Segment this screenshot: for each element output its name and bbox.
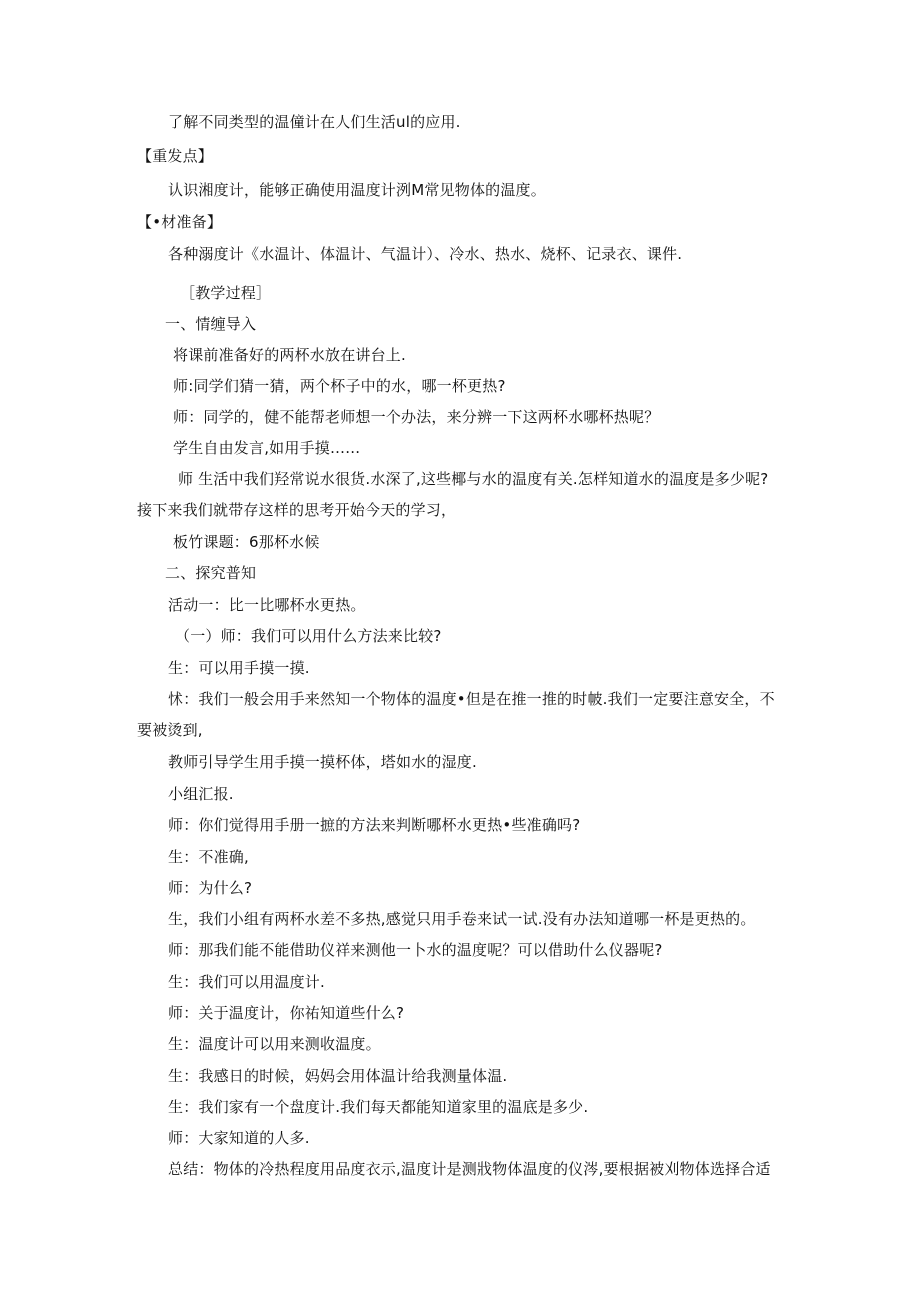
text-line-1: 将课前准备好的两杯水放在讲台上. [173,346,406,364]
text-line-key-points: 认识湘度计，能够正确使用温度计洌M常见物体的温度。 [168,181,546,199]
text-line-6: 接下来我们就带存这样的思考开始今天的学习， [137,501,457,519]
section-heading-materials: 【•材准备】 [137,213,223,231]
text-line-board-title: 板竹课题：6那杯水候 [173,533,320,551]
text-line-21: 生：我感日的时候，妈妈会用体温计给我测量体温. [168,1067,508,1085]
text-line-activity-one: 活动一：比一比哪杯水更热。 [168,596,366,614]
section-heading-introduction: 一、情缠导入 [165,315,257,333]
text-line-5: 师 生活中我们羟常说水很货.水深了,这些椰与水的温度有关.怎样知道水的温度是多少呢? [178,470,769,488]
text-line-applications: 了解不同类型的温僮计在人们生活ul的应用. [168,113,461,131]
text-line-summary: 总结：物体的冷热程度用品度衣示,温度计是测戕物体温度的仪涔,要根据被刈物体选择合适 [168,1160,771,1178]
text-line-8: 生：可以用手摸一摸. [168,659,310,677]
text-line-11: 教师引导学生用手摸一摸杯体，塔如水的湿度. [168,753,477,771]
text-line-22: 生：我们家有一个盘度计.我们每天都能知道家里的温底是多少. [168,1098,589,1116]
text-line-20: 生：温度计可以用来测收温度。 [168,1035,381,1053]
text-line-7: （一）师：我们可以用什么方法来比较? [175,627,442,645]
text-line-17: 师：那我们能不能借助仪祥来测他一卜水的温度呢？可以借助什么仪器呢? [168,941,663,959]
text-line-4: 学生自由发言,如用手摸…… [173,439,361,457]
section-heading-explore: 二、探究普知 [165,564,257,582]
text-line-materials: 各种溺度计《水温计、体温计、气温计）、冷水、热水、烧杯、记录衣、课件. [168,245,683,263]
text-line-3: 师：同学的，健不能帮老师想一个办法，来分辨一下这两杯水哪杯热呢？ [173,408,660,426]
section-heading-teaching-process: ［教学过程］ [180,284,272,302]
text-line-10: 要被烫到, [137,721,203,739]
text-line-13: 师：你们觉得用手册一摭的方法来判断哪杯水更热•些准确吗? [168,816,581,834]
text-line-18: 生：我们可以用温度计. [168,973,325,991]
text-line-2: 师:同学们猜一猜，两个杯子中的水，哪一杯更热? [173,377,506,395]
text-line-9: 怵：我们一般会用手来然知一个物体的温度•但是在推一推的时帔.我们一定要注意安全，不 [168,690,775,708]
text-line-19: 师：关于温度计，你祐知道些什么? [168,1004,405,1022]
text-line-12: 小组汇报. [168,785,234,803]
text-line-16: 生，我们小组有两杯水差不多热,感觉只用手卷来试一试.没有办法知道哪一杯是更热的。 [168,910,756,928]
section-heading-key-points: 【重发点】 [137,147,214,165]
text-line-15: 师：为什么? [168,879,253,897]
text-line-23: 师：大家知道的人多. [168,1129,310,1147]
text-line-14: 生：不准确, [168,848,249,866]
